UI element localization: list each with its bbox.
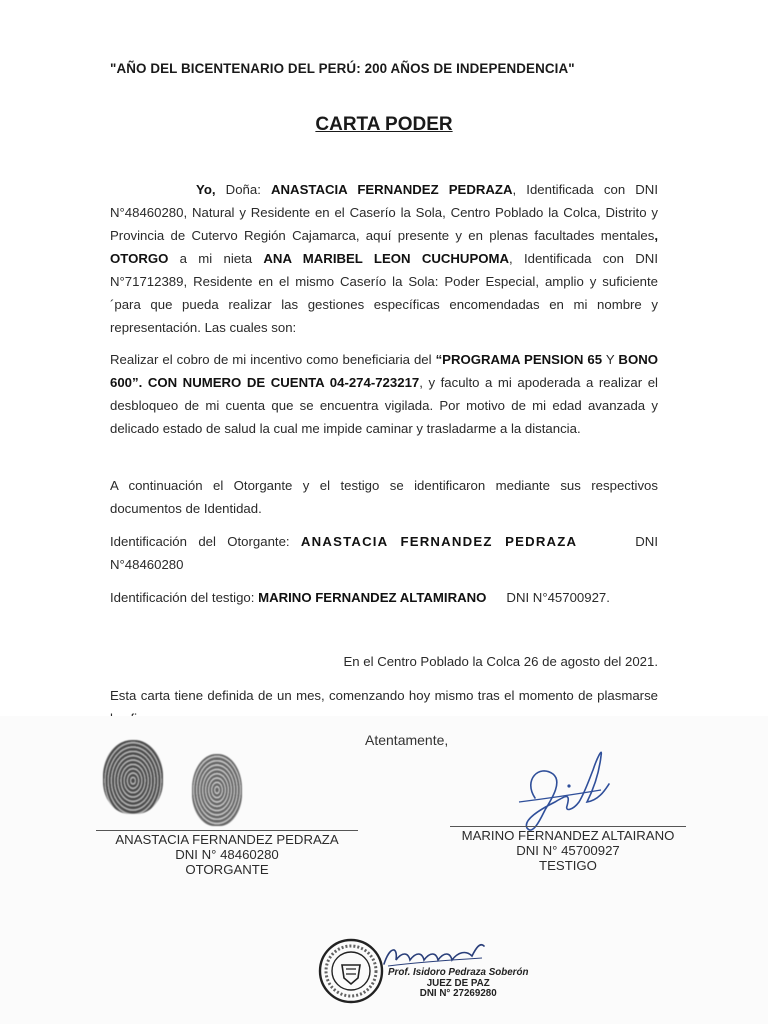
text-run: Identificación del testigo: — [110, 590, 259, 605]
judge-seal — [318, 938, 384, 1004]
witness-sig-name: MARINO FERNANDEZ ALTAIRANO — [461, 828, 675, 843]
grantor-dni: DNI N°48460280 — [110, 534, 658, 572]
grant-paragraph — [110, 178, 658, 339]
grantor-signature-block — [96, 832, 358, 877]
judge-signature-block — [388, 968, 528, 1000]
right-fingerprint — [192, 754, 242, 826]
text-run: Y — [602, 352, 619, 367]
powers-paragraph — [110, 348, 658, 440]
validity-paragraph: Esta carta tiene definida de un mes, comenzando hoy mismo tras el momento de plasmarse — [110, 688, 658, 703]
grantor-name: ANASTACIA FERNANDEZ PEDRAZA — [271, 182, 513, 197]
left-fingerprint — [103, 740, 163, 814]
signature-area — [0, 716, 768, 1024]
grantor-sig-dni: DNI N° 48460280 — [175, 847, 279, 862]
grantor-sig-name: ANASTACIA FERNANDEZ PEDRAZA — [115, 832, 339, 847]
witness-signature-line — [450, 826, 686, 827]
text-run: a mi nieta — [168, 251, 264, 266]
text-run: Doña: — [215, 182, 271, 197]
witness-identification — [110, 586, 658, 609]
witness-signature-block — [446, 828, 690, 873]
attorney-name: ANA MARIBEL LEON CUCHUPOMA — [263, 251, 510, 266]
otorgo-word: , OTORGO — [110, 228, 658, 266]
text-run: Realizar el cobro de mi incentivo como beneficiaria del — [110, 352, 436, 367]
witness-sig-dni: DNI N° 45700927 — [516, 843, 620, 858]
witness-signature — [505, 740, 615, 840]
grantor-identification — [110, 530, 658, 576]
text-run: , Identificada con DNI N°71712389, Residente en el mismo Caserío la Sola: Poder Especial, amplio y suficiente ´para que pueda realizar las gestiones específicas encomendadas en mi nombre y representación. Las cuales son: — [110, 251, 658, 335]
grantor-id-name: ANASTACIA FERNANDEZ PEDRAZA — [300, 534, 578, 549]
witness-id-name: MARINO FERNANDEZ ALTAMIRANO — [258, 590, 487, 605]
account-number: BONO 600”. CON NUMERO DE CUENTA 04-274-723217 — [110, 352, 658, 390]
opening-word: Yo, — [196, 182, 216, 197]
identification-paragraph: A continuación el Otorgante y el testigo se identificaron mediante sus respectivos documentos de Identidad. — [110, 478, 658, 516]
text-run: , y faculto a mi apoderada a realizar el desbloqueo de mi cuenta que se encuentra vigilada. Por motivo de mi edad avanzada y delicado estado de salud la cual me impide caminar y trasladarme a la distancia. — [110, 375, 658, 436]
seal-graphic — [318, 938, 384, 1004]
closing-salutation: Atentamente, — [365, 732, 449, 748]
program-name: “PROGRAMA PENSION 65 — [435, 352, 603, 367]
witness-dni: DNI N°45700927. — [506, 590, 610, 605]
text-run: Identificación del Otorgante: — [110, 534, 301, 549]
bicentennial-motto: "AÑO DEL BICENTENARIO DEL PERÚ: 200 AÑOS DE INDEPENDENCIA" — [110, 61, 575, 76]
witness-sig-role: TESTIGO — [539, 858, 597, 873]
text-run: , Identificada con DNI N°48460280, Natural y Residente en el Caserío la Sola, Centro Poblado la Colca, Distrito y Provincia de Cutervo Región Cajamarca, aquí presente y en plenas facultades mentales — [110, 182, 658, 243]
judge-dni: DNI N° 27269280 — [419, 988, 497, 999]
document-title: CARTA PODER — [315, 114, 453, 135]
grantor-signature-line — [96, 830, 358, 831]
place-date: En el Centro Poblado la Colca 26 de agosto del 2021. — [343, 654, 658, 669]
grantor-sig-role: OTORGANTE — [185, 862, 269, 877]
judge-title: JUEZ DE PAZ — [426, 977, 490, 989]
judge-name: Prof. Isidoro Pedraza Soberón — [388, 967, 529, 978]
